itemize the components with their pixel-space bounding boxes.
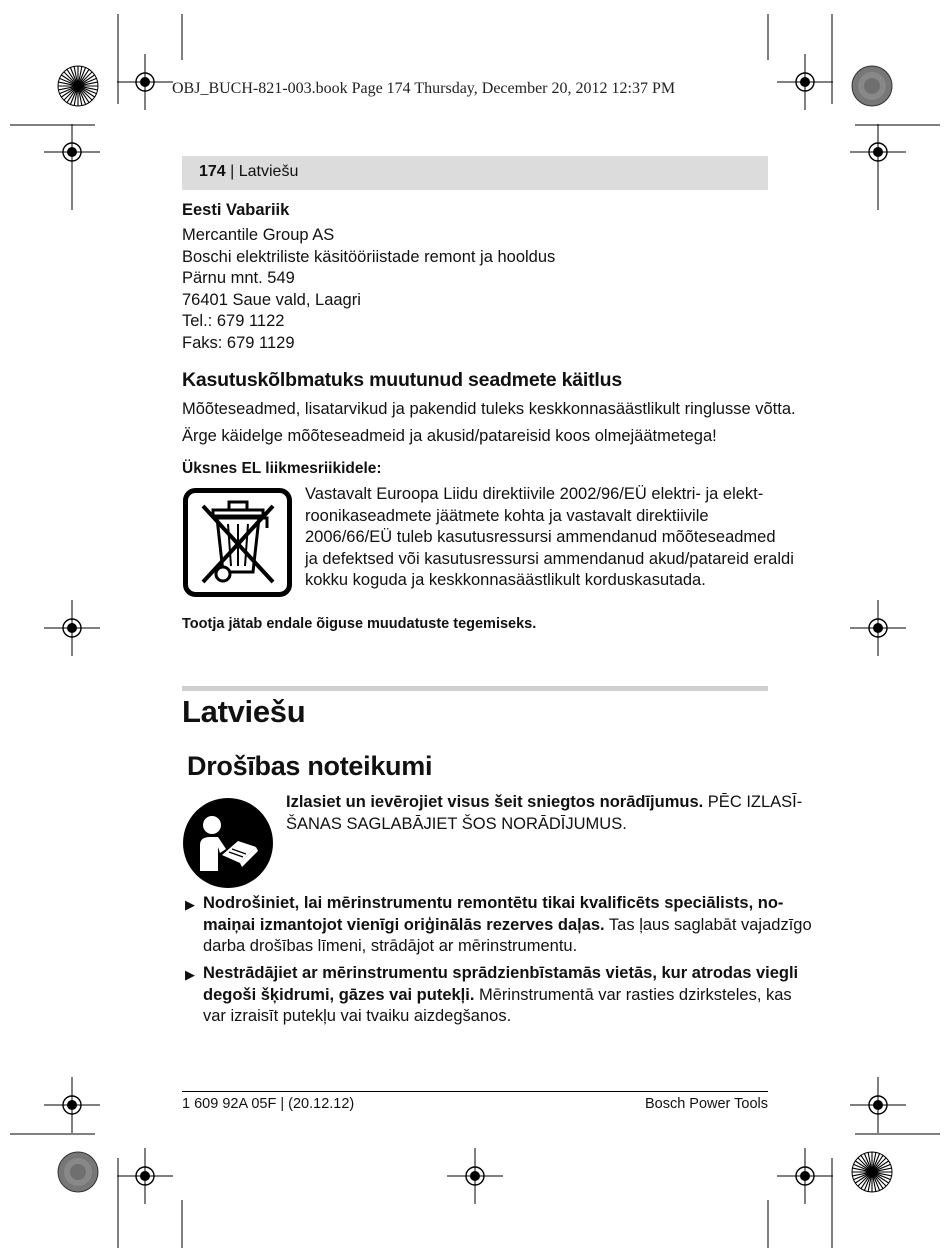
eu-directive-text: [305, 484, 794, 592]
address-line: Tel.: 679 1122: [182, 312, 285, 330]
section-divider: [182, 686, 768, 691]
page-number: 174: [199, 163, 226, 180]
rights-note: Tootja jätab endale õiguse muudatuste tegemiseks.: [182, 616, 537, 632]
intro-rest: PĒC IZLASĪ-: [703, 793, 803, 811]
address-line: Faks: 679 1129: [182, 333, 295, 352]
bullet-arrow-icon: ▶: [185, 897, 195, 912]
country-heading: Eesti Vabariik: [182, 201, 290, 219]
eu-heading: Üksnes EL liikmesriikidele:: [182, 460, 382, 477]
eu-line: Vastavalt Euroopa Liidu direktiivile 2002/96/EÜ elektri- ja elekt-: [305, 485, 764, 503]
bullet-arrow-icon: ▶: [185, 967, 195, 982]
address-line: Pärnu mnt. 549: [182, 269, 295, 287]
address-line: Mercantile Group AS: [182, 226, 335, 244]
disposal-paragraph-2: Ärge käidelge mõõteseadmeid ja akusid/patareisid koos olmejäätmetega!: [182, 427, 717, 445]
weee-bin-icon: [183, 488, 292, 597]
safety-bullet: Nodrošiniet, lai mērinstrumentu remontētu tikai kvalificēts speciālists, no- maiņai izmantojot vienīgi oriģinālās rezerves daļas. Tas ļaus saglabāt vajadzīgo darba drošības līmeni, strādājot ar mērinstrumentu.: [203, 894, 812, 955]
address-line: 76401 Saue vald, Laagri: [182, 290, 361, 309]
disposal-paragraph-1: Mõõteseadmed, lisatarvikud ja pakendid tuleks keskkonnasäästlikult ringlusse võtta.: [182, 400, 796, 418]
safety-heading: Drošības noteikumi: [187, 751, 433, 781]
safety-bullet: Nestrādājiet ar mērinstrumentu sprādzienbīstamās vietās, kur atrodas viegli degoši šķidrumi, gāzes vai putekļi. Mērinstrumentā var rasties dzirksteles, kas var izraisīt putekļu vai tvaiku aizdegšanos.: [203, 964, 799, 1025]
intro-bold: Izlasiet un ievērojiet visus šeit sniegtos norādījumus.: [286, 793, 704, 811]
intro-line-2: ŠANAS SAGLABĀJIET ŠOS NORĀDĪJUMUS.: [286, 814, 627, 833]
header-separator: |: [225, 163, 239, 180]
read-manual-icon: [182, 797, 274, 889]
footer-doc-number: 1 609 92A 05F | (20.12.12): [182, 1096, 355, 1112]
footer-rule: [182, 1091, 768, 1092]
footer-brand: Bosch Power Tools: [644, 1096, 768, 1112]
address-block: [182, 225, 555, 354]
eu-line: kokku koguda ja keskkonnasäästlikult korduskasutada.: [305, 571, 706, 589]
disposal-heading: Kasutuskõlbmatuks muutunud seadmete käitlus: [182, 369, 622, 391]
page-header: [199, 163, 298, 181]
header-section: Latviešu: [238, 163, 299, 180]
eu-line: 2006/66/EÜ tuleb kasutusressursi ammendanud mõõteseadmed: [305, 528, 776, 546]
eu-line: roonikaseadmete jäätmete kohta ja vastavalt direktiivile: [305, 506, 709, 525]
eu-line: ja defektsed või kasutusressursi ammendanud akud/patareid eraldi: [305, 549, 794, 568]
print-slug: OBJ_BUCH-821-003.book Page 174 Thursday, December 20, 2012 12:37 PM: [172, 80, 676, 97]
safety-intro: [286, 792, 802, 835]
language-title: Latviešu: [182, 694, 306, 729]
address-line: Boschi elektriliste käsitööriistade remont ja hooldus: [182, 247, 556, 266]
